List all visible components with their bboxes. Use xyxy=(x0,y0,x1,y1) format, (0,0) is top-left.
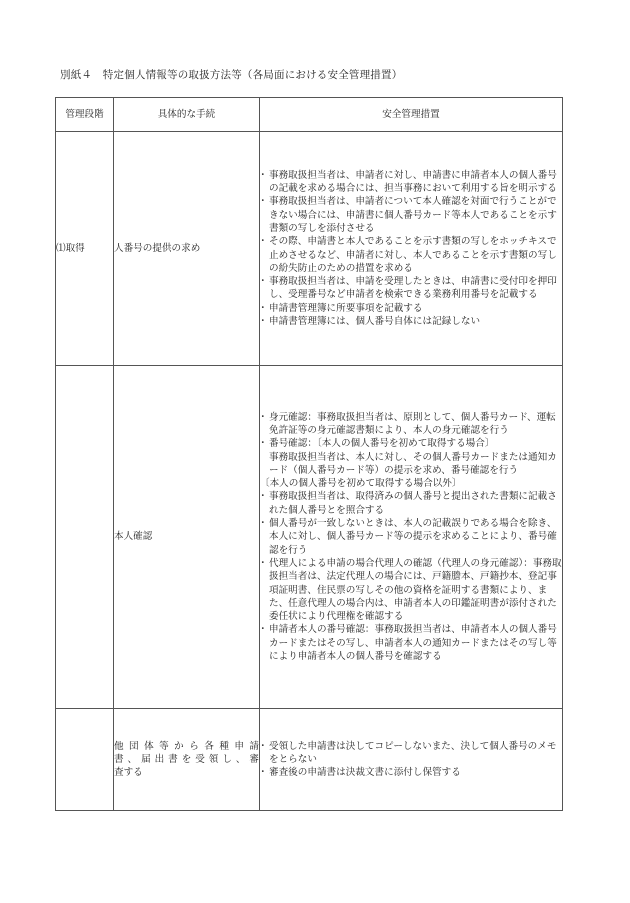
measures-list xyxy=(260,490,562,663)
measure-item: ・ 身元確認：事務取扱担当者は、原則として、個人番号カード、運転免許証等の身元確認書類により、本人の身元確認を行う xyxy=(260,411,562,438)
measure-item: ・ 番号確認：〔本人の個人番号を初めて取得する場合〕 xyxy=(260,437,562,450)
procedure-line: 査する xyxy=(114,767,143,779)
measure-case-heading: 〔本人の個人番号を初めて取得する場合以外〕 xyxy=(260,478,462,490)
measure-item: ・ 受領した申請書は決してコピーしないまた、決して個人番号のメモをとらない xyxy=(260,740,562,767)
procedure-cell: 本人確認 xyxy=(114,366,260,709)
measure-item: ・ 事務取扱担当者は、申請者について本人確認を対面で行うことができない場合には、申請書に個人番号カード等本人であることを示す書類の写しを添付させる xyxy=(260,195,562,235)
stage-cell xyxy=(56,709,114,811)
table-row xyxy=(56,709,563,811)
header-management-stage: 管理段階 xyxy=(56,98,114,132)
measures-cell xyxy=(260,366,563,709)
procedure-cell: 人番号の提供の求め xyxy=(114,132,260,366)
procedure-cell xyxy=(114,709,260,811)
measures-list xyxy=(260,169,562,329)
measure-item: ・ 申請者本人の番号確認：事務取扱担当者は、申請者本人の個人番号カードまたはその写し、申請者本人の通知カードまたはその写し等により申請者本人の個人番号を確認する xyxy=(260,623,562,663)
measure-item: ・ 代理人による申請の場合代理人の確認（代理人の身元確認）：事務取扱担当者は、法定代理人の場合には、戸籍謄本、戸籍抄本、登記事項証明書、住民票の写しその他の資格を証明する書類により、また、任意代理人の場合内は、申請者本人の印鑑証明書が添付された委任状により代理権を確認する xyxy=(260,557,562,623)
document-title: 別紙４ 特定個人情報等の取扱方法等（各局面における安全管理措置） xyxy=(60,69,403,81)
measures-list xyxy=(260,740,562,780)
measure-item: ・ 個人番号が一致しないときは、本人の記載誤りである場合を除き、本人に対し、個人番号カード等の提示を求めることにより、番号確認を行う xyxy=(260,517,562,557)
measure-item: ・ その際、申請書と本人であることを示す書類の写しをホッチキスで止めさせるなど、申請者に対し、本人であることを示す書類の写しの紛失防止のための措置を求める xyxy=(260,235,562,275)
measure-item: ・ 事務取扱担当者は、申請を受理したときは、申請書に受付印を押印し、受理番号など申請者を検索できる業務利用番号を記載する xyxy=(260,275,562,302)
measure-item: ・ 事務取扱担当者は、申請者に対し、申請書に申請者本人の個人番号の記載を求める場合には、担当事務において利用する旨を明示する xyxy=(260,169,562,196)
header-security-measures: 安全管理措置 xyxy=(260,98,563,132)
header-procedure: 具体的な手続 xyxy=(114,98,260,132)
table-row xyxy=(56,366,563,709)
measure-item: ・ 申請書管理簿には、個人番号自体には記録しない xyxy=(260,315,562,328)
stage-cell: ⑴取得 xyxy=(56,132,114,366)
stage-cell xyxy=(56,366,114,709)
measures-cell xyxy=(260,132,563,366)
table-row xyxy=(56,132,563,366)
measure-item: ・ 事務取扱担当者は、取得済みの個人番号と提出された書類に記載された個人番号とを照合する xyxy=(260,490,562,517)
procedure-line: 書、届出書を受領し、審 xyxy=(114,753,259,765)
measure-item: ・ 申請書管理簿に所要事項を記載する xyxy=(260,302,562,315)
security-measures-table xyxy=(55,97,563,811)
measure-item: ・ 審査後の申請書は決裁文書に添付し保管する xyxy=(260,766,562,779)
procedure-line: 他団体等から各種申請 xyxy=(114,740,259,752)
measures-list xyxy=(260,411,562,451)
measure-subtext: 事務取扱担当者は、本人に対し、その個人番号カードまたは通知カード（個人番号カード等）の提示を求め、番号確認を行う xyxy=(269,451,557,476)
measures-cell xyxy=(260,709,563,811)
table-header-row xyxy=(56,98,563,132)
